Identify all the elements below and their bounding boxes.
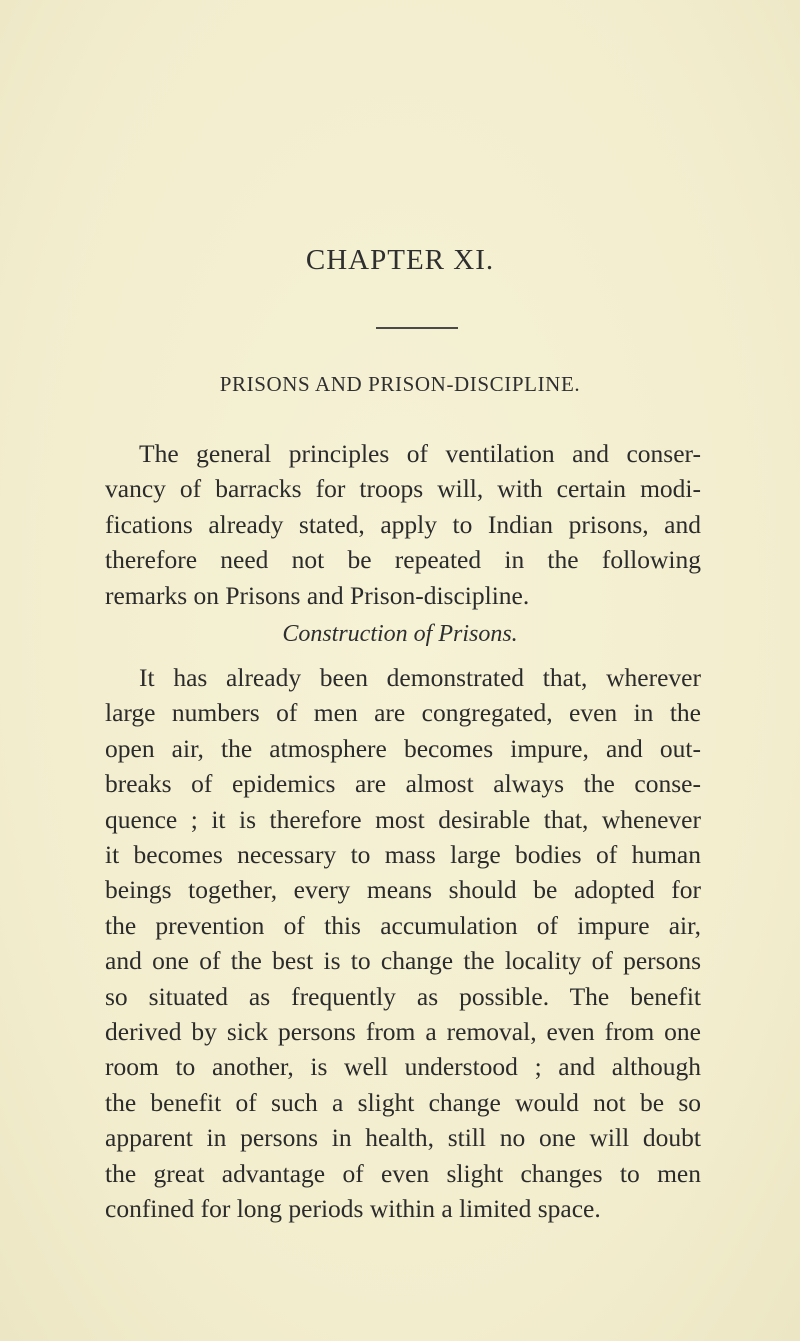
text-line: apparent in persons in health, still no one will doubt xyxy=(105,1123,701,1153)
text-line: large numbers of men are congregated, even in the xyxy=(105,698,701,728)
paragraph-construction xyxy=(105,660,701,1227)
text-line: the great advantage of even slight changes to men xyxy=(105,1158,701,1188)
text-line: It has already been demonstrated that, wherever xyxy=(139,663,701,692)
text-line: remarks on Prisons and Prison-discipline. xyxy=(105,580,530,610)
heading-divider xyxy=(376,327,458,329)
text-line: confined for long periods within a limited space. xyxy=(105,1194,601,1224)
chapter-heading: CHAPTER XI. xyxy=(305,244,495,276)
text-line: therefore need not be repeated in the following xyxy=(105,545,701,575)
text-line: The general principles of ventilation and conser- xyxy=(139,439,701,468)
subheading: Construction of Prisons. xyxy=(282,621,518,647)
text-line: room to another, is well understood ; and although xyxy=(105,1052,701,1082)
text-line: beings together, every means should be adopted for xyxy=(105,875,701,905)
text-line: and one of the best is to change the locality of persons xyxy=(105,946,701,976)
text-line: so situated as frequently as possible. The benefit xyxy=(105,981,701,1011)
text-line: fications already stated, apply to Indian prisons, and xyxy=(105,509,701,539)
text-line: the prevention of this accumulation of impure air, xyxy=(105,910,701,940)
text-line: breaks of epidemics are almost always the conse- xyxy=(105,769,701,799)
text-line: quence ; it is therefore most desirable that, whenever xyxy=(105,804,701,834)
text-line: the benefit of such a slight change would not be so xyxy=(105,1087,701,1117)
paragraph-intro xyxy=(105,436,701,613)
text-line: vancy of barracks for troops will, with certain modi- xyxy=(105,474,701,504)
text-line: open air, the atmosphere becomes impure, and out- xyxy=(105,733,701,763)
text-line: it becomes necessary to mass large bodies of human xyxy=(105,840,701,870)
text-line: derived by sick persons from a removal, even from one xyxy=(105,1017,701,1047)
section-title: PRISONS AND PRISON-DISCIPLINE. xyxy=(219,372,581,396)
